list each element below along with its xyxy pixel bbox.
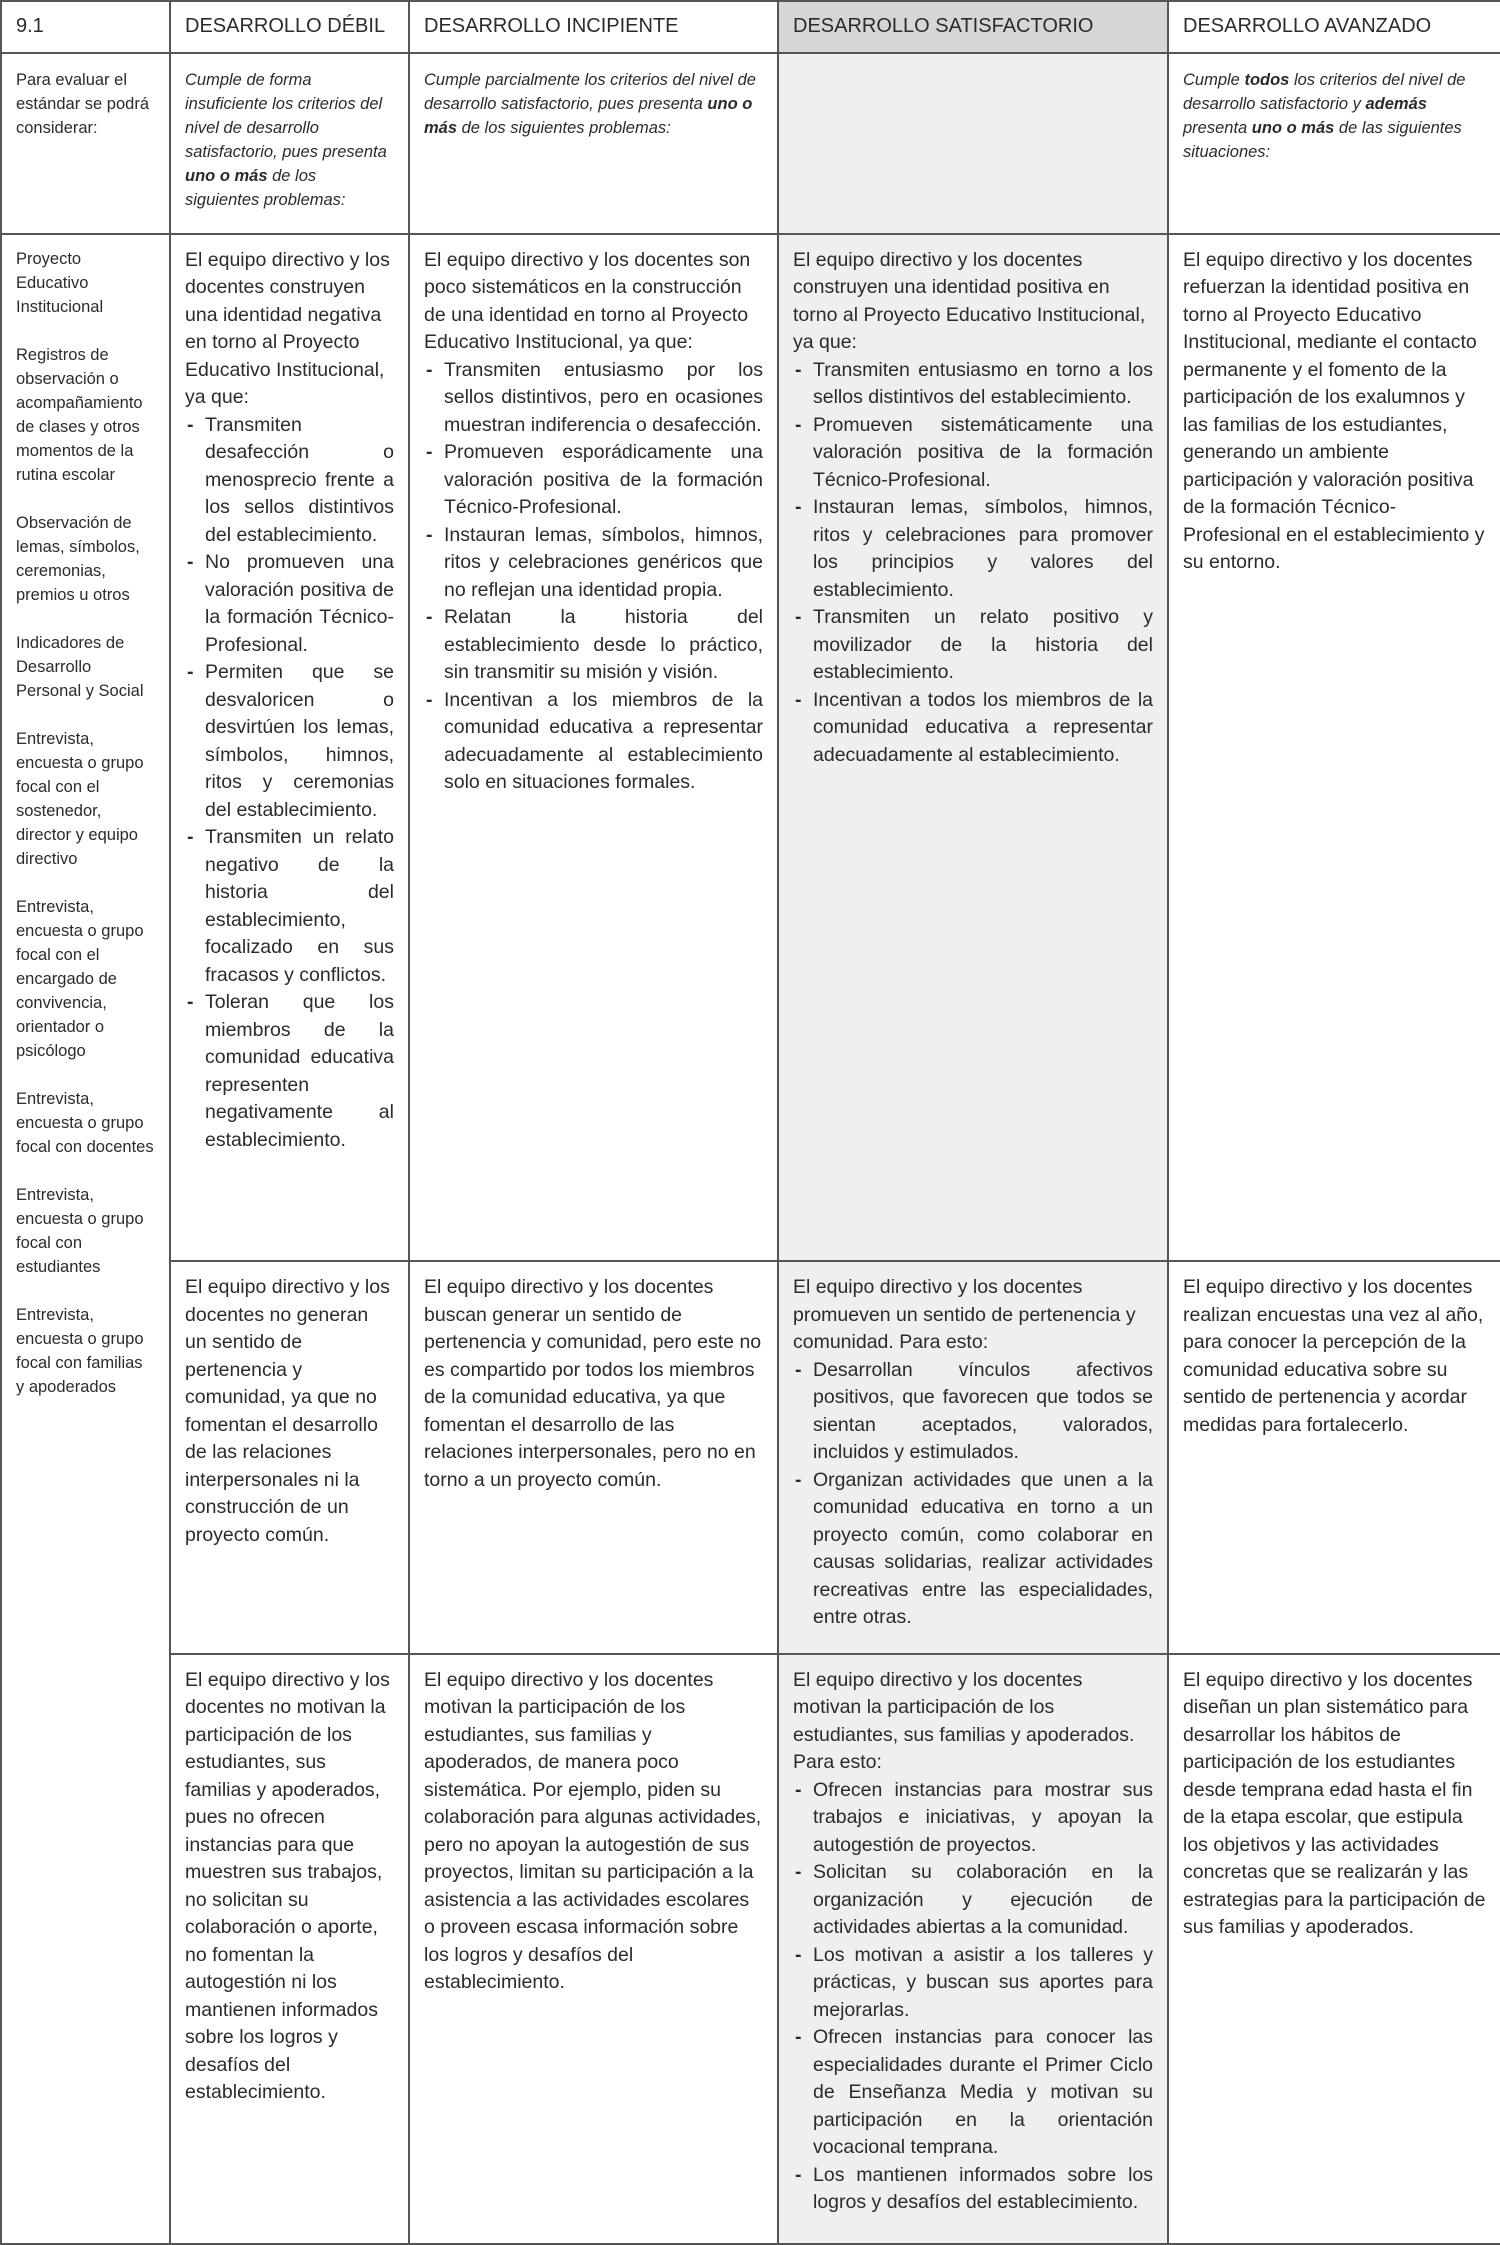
criterion-item: - Promueven sistemáticamente una valoración positiva de la formación Técnico-Profesional. <box>813 412 1153 495</box>
cell-satisfactorio <box>778 234 1168 1262</box>
criterion-item: - Ofrecen instancias para conocer las especialidades durante el Primer Ciclo de Enseñanza Media y motivan su participación en la orientación vocacional temprana. <box>813 2024 1153 2162</box>
criterion-text: El equipo directivo y los docentes realizan encuestas una vez al año, para conocer la percepción de la comunidad educativa sobre su sentido de pertenencia y acordar medidas para fortalecerlo. <box>1183 1276 1484 1436</box>
criterion-list <box>424 357 763 797</box>
header-row <box>1 1 1500 53</box>
intro-text: presenta <box>1183 119 1252 138</box>
criteria-row <box>1 1654 1500 2244</box>
intro-incipiente <box>409 53 778 233</box>
criterion-item: - Transmiten un relato negativo de la historia del establecimiento, focalizado en sus fracasos y conflictos. <box>205 824 394 989</box>
criteria-row <box>1 234 1500 1262</box>
criterion-text: El equipo directivo y los docentes construyen una identidad positiva en torno al Proyecto Educativo Institucional, ya que: <box>793 248 1146 354</box>
intro-text: Cumple de forma insuficiente los criterios del nivel de desarrollo satisfactorio, pues presenta <box>185 71 387 162</box>
criterion-list <box>185 412 394 1155</box>
criterion-list <box>793 357 1153 770</box>
criterion-item: - Solicitan su colaboración en la organización y ejecución de actividades abiertas a la comunidad. <box>813 1859 1153 1942</box>
criterion-item: - Incentivan a todos los miembros de la comunidad educativa a representar adecuadamente al establecimiento. <box>813 687 1153 770</box>
criterion-item: - Organizan actividades que unen a la comunidad educativa en torno a un proyecto común, como colaborar en causas solidarias, realizar actividades recreativas entre las especialidades, entre otras. <box>813 1467 1153 1632</box>
criterion-text: El equipo directivo y los docentes promueven un sentido de pertenencia y comunidad. Para esto: <box>793 1276 1136 1354</box>
criterion-text: El equipo directivo y los docentes motivan la participación de los estudiantes, sus familias y apoderados, de manera poco sistemática. Por ejemplo, piden su colaboración para algunas actividades, pero no apoyan la autogestión de sus proyectos, limitan su participación a la asistencia a las actividades escolares o proveen escasa información sobre los logros y desafíos del establecimiento. <box>424 1668 762 1994</box>
cell-debil <box>170 1654 409 2244</box>
intro-satisfactorio <box>778 53 1168 233</box>
evidence-source-item: Indicadores de Desarrollo Personal y Social <box>16 633 144 700</box>
intro-avanzado <box>1168 53 1500 233</box>
evaluate-label: Para evaluar el estándar se podrá considerar: <box>1 53 170 233</box>
criterion-text: El equipo directivo y los docentes no motivan la participación de los estudiantes, sus familias y apoderados, pues no ofrecen instancias para que muestren sus trabajos, no solicitan su colaboración o aporte, no fomentan la autogestión ni los mantienen informados sobre los logros y desafíos del establecimiento. <box>185 1668 390 2104</box>
level-avanzado-header: DESARROLLO AVANZADO <box>1168 1 1500 53</box>
intro-emphasis: uno o más <box>424 95 753 138</box>
cell-incipiente <box>409 234 778 1262</box>
intro-text: Cumple parcialmente los criterios del nivel de desarrollo satisfactorio, pues presenta <box>424 71 756 114</box>
criterion-item: - Permiten que se desvaloricen o desvirtúen los lemas, símbolos, himnos, ritos y ceremonias del establecimiento. <box>205 659 394 824</box>
cell-incipiente <box>409 1654 778 2244</box>
criterion-text: El equipo directivo y los docentes refuerzan la identidad positiva en torno al Proyecto Educativo Institucional, mediante el contacto permanente y el fomento de la participación de los exalumnos y las familias de los estudiantes, generando un ambiente participación y valoración positiva de la formación Técnico-Profesional en el establecimiento y su entorno. <box>1183 248 1485 574</box>
evidence-source-item: Entrevista, encuesta o grupo focal con docentes <box>16 1089 154 1156</box>
criterion-item: - Transmiten un relato positivo y movilizador de la historia del establecimiento. <box>813 604 1153 687</box>
intro-text: de los siguientes problemas: <box>457 119 671 138</box>
standard-code: 9.1 <box>1 1 170 53</box>
cell-avanzado <box>1168 1261 1500 1654</box>
criterion-text: El equipo directivo y los docentes construyen una identidad negativa en torno al Proyecto Educativo Institucional, ya que: <box>185 248 390 409</box>
criterion-text: El equipo directivo y los docentes diseñan un plan sistemático para desarrollar los hábitos de participación de los estudiantes desde temprana edad hasta el fin de la etapa escolar, que estipula los objetivos y las actividades concretas que se realizarán y las estrategias para la participación de sus familias y apoderados. <box>1183 1668 1486 1939</box>
criterion-item: - Los motivan a asistir a los talleres y prácticas, y buscan sus aportes para mejorarlas. <box>813 1942 1153 2025</box>
cell-satisfactorio <box>778 1654 1168 2244</box>
cell-debil <box>170 234 409 1262</box>
criterion-text: El equipo directivo y los docentes motivan la participación de los estudiantes, sus familias y apoderados. Para esto: <box>793 1668 1135 1774</box>
cell-incipiente <box>409 1261 778 1654</box>
evidence-source-item: Entrevista, encuesta o grupo focal con el encargado de convivencia, orientador o psicólogo <box>16 897 144 1060</box>
criterion-item: - Los mantienen informados sobre los logros y desafíos del establecimiento. <box>813 2162 1153 2217</box>
evidence-sources <box>1 234 170 2244</box>
criterion-item: - Transmiten entusiasmo en torno a los sellos distintivos del establecimiento. <box>813 357 1153 412</box>
intro-text: de los siguientes problemas: <box>185 167 346 210</box>
intro-text: Cumple <box>1183 71 1245 90</box>
intro-row <box>1 53 1500 233</box>
evidence-source-item: Entrevista, encuesta o grupo focal con estudiantes <box>16 1185 144 1276</box>
criterion-item: - Incentivan a los miembros de la comunidad educativa a representar adecuadamente al establecimiento solo en situaciones formales. <box>444 687 763 797</box>
criterion-item: - No promueven una valoración positiva de la formación Técnico-Profesional. <box>205 549 394 659</box>
evidence-source-item: Observación de lemas, símbolos, ceremonias, premios u otros <box>16 513 140 604</box>
criterion-list <box>793 1777 1153 2217</box>
criterion-item: - Toleran que los miembros de la comunidad educativa representen negativamente al establecimiento. <box>205 989 394 1154</box>
intro-emphasis: uno o más <box>185 167 268 186</box>
intro-debil <box>170 53 409 233</box>
criteria-row <box>1 1261 1500 1654</box>
evidence-source-item: Registros de observación o acompañamiento de clases y otros momentos de la rutina escolar <box>16 345 143 484</box>
cell-satisfactorio <box>778 1261 1168 1654</box>
criterion-item: - Relatan la historia del establecimiento desde lo práctico, sin transmitir su misión y visión. <box>444 604 763 687</box>
criterion-item: - Ofrecen instancias para mostrar sus trabajos e iniciativas, y apoyan la autogestión de proyectos. <box>813 1777 1153 1860</box>
level-incipiente-header: DESARROLLO INCIPIENTE <box>409 1 778 53</box>
criterion-item: - Desarrollan vínculos afectivos positivos, que favorecen que todos se sientan aceptados, valorados, incluidos y estimulados. <box>813 1357 1153 1467</box>
criterion-item: - Instauran lemas, símbolos, himnos, ritos y celebraciones para promover los principios y valores del establecimiento. <box>813 494 1153 604</box>
criterion-item: - Instauran lemas, símbolos, himnos, ritos y celebraciones genéricos que no reflejan una identidad propia. <box>444 522 763 605</box>
criterion-list <box>793 1357 1153 1632</box>
evidence-source-item: Entrevista, encuesta o grupo focal con familias y apoderados <box>16 1305 144 1396</box>
criterion-text: El equipo directivo y los docentes buscan generar un sentido de pertenencia y comunidad, pero este no es compartido por todos los miembros de la comunidad educativa, ya que fomentan el desarrollo de las relaciones interpersonales, pero no en torno a un proyecto común. <box>424 1276 762 1491</box>
intro-emphasis: uno o más <box>1251 119 1335 138</box>
evidence-source-item: Entrevista, encuesta o grupo focal con el sostenedor, director y equipo directivo <box>16 729 144 868</box>
intro-emphasis: todos <box>1244 71 1290 90</box>
criterion-item: - Transmiten desafección o menosprecio frente a los sellos distintivos del establecimiento. <box>205 412 394 550</box>
criterion-text: El equipo directivo y los docentes no generan un sentido de pertenencia y comunidad, ya que no fomentan el desarrollo de las relaciones interpersonales ni la construcción de un proyecto común. <box>185 1276 390 1546</box>
level-debil-header: DESARROLLO DÉBIL <box>170 1 409 53</box>
intro-text: los criterios del nivel de desarrollo satisfactorio y <box>1183 71 1466 114</box>
cell-debil <box>170 1261 409 1654</box>
level-satisfactorio-header: DESARROLLO SATISFACTORIO <box>778 1 1168 53</box>
cell-avanzado <box>1168 234 1500 1262</box>
criterion-item: - Transmiten entusiasmo por los sellos distintivos, pero en ocasiones muestran indiferencia o desafección. <box>444 357 763 440</box>
criterion-text: El equipo directivo y los docentes son poco sistemáticos en la construcción de una identidad en torno al Proyecto Educativo Institucional, ya que: <box>424 248 751 354</box>
evidence-source-item: Proyecto Educativo Institucional <box>16 249 104 316</box>
intro-text: de las siguientes situaciones: <box>1183 119 1462 162</box>
criterion-item: - Promueven esporádicamente una valoración positiva de la formación Técnico-Profesional. <box>444 439 763 522</box>
cell-avanzado <box>1168 1654 1500 2244</box>
intro-emphasis: además <box>1365 95 1427 114</box>
